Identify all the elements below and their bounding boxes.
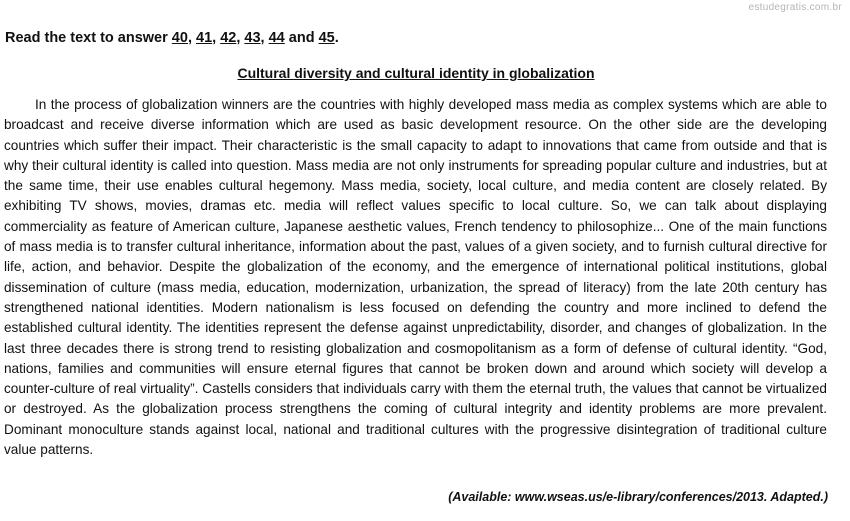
article-title: Cultural diversity and cultural identity in globalization bbox=[237, 65, 595, 81]
article-body: In the process of globalization winners are the countries with highly developed mass media as complex systems which are able to broadcast and receive diverse information which are used as basic development resource. On the other side are the developing countries which suffer their impact. Their characteristic is the small capacity to adapt to innovations that came from outside and that is why their cultural identity is called into question. Mass media are not only instruments for spreading popular culture and industries, but at the same time, their use enables cultural hegemony. Mass media, society, local culture, and media content are closely related. By exhibiting TV shows, movies, dramas etc. media will reflect values specific to local culture. So, we can talk about displaying commerciality as feature of American culture, Japanese aesthetic values, French tendency to philosophize... One of the main functions of mass media is to transfer cultural inheritance, information about the past, values of a given society, and to furnish cultural directive for life, action, and behavior. Despite the globalization of the economy, and the emergence of international political institutions, global dissemination of culture (mass media, education, modernization, urbanization, the spread of literacy) from the late 20th century has strengthened national identities. Modern nationalism is less focused on defending the country and more inclined to defend the established cultural identity. The identities represent the defense against unpredictability, disorder, and changes of globalization. In the last three decades there is strong trend to resisting globalization and cosmopolitanism as a form of defense of cultural identity. “God, nations, families and communities will ensure eternal figures that cannot be broken down and around which society will develop a counter-culture of real virtuality”. Castells considers that individuals carry with them the eternal truth, the values that cannot be virtualized or destroyed. As the globalization process strengthens the coming of cultural integrity and identity problems are more prevalent. Dominant monoculture stands against local, national and traditional cultures with the progressive disintegration of traditional culture value patterns. bbox=[4, 97, 827, 458]
instruction-separator: , bbox=[187, 30, 196, 46]
instruction-separator: , bbox=[212, 30, 221, 46]
source-citation: (Available: www.wseas.us/e-library/conferences/2013. Adapted.) bbox=[448, 490, 828, 504]
instruction-prefix: Read the text to answer bbox=[5, 30, 172, 46]
instruction-line bbox=[5, 30, 339, 46]
question-number: 43 bbox=[244, 30, 261, 46]
question-number: 42 bbox=[220, 30, 237, 46]
watermark: estudegratis.com.br bbox=[748, 2, 842, 13]
question-number: 40 bbox=[171, 30, 188, 46]
instruction-separator: , bbox=[236, 30, 245, 46]
question-number: 44 bbox=[268, 30, 285, 46]
question-number: 41 bbox=[196, 30, 213, 46]
instruction-separator: , bbox=[260, 30, 269, 46]
question-number: 45 bbox=[318, 30, 335, 46]
instruction-suffix: . bbox=[334, 30, 339, 46]
instruction-and: and bbox=[284, 30, 319, 46]
